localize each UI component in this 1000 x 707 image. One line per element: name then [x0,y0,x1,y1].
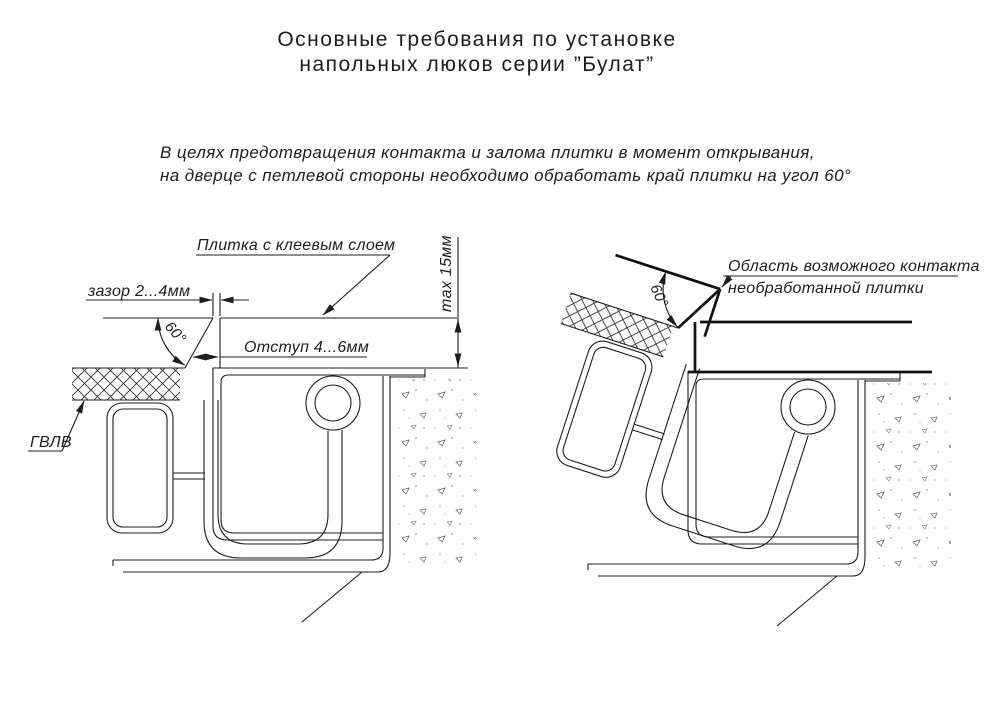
note-line1: В целях предотвращения контакта и залома плитки в момент открывания, [160,143,815,162]
dimension-offset [193,339,369,357]
tile-layer-label: Плитка с клеевым слоем [197,237,396,254]
untreated-tile-top [616,255,721,289]
angle-label: 60° [161,318,190,348]
offset-label: Отступ 4...6мм [244,339,370,356]
leader-contact-area [722,258,980,297]
door-tile-bevel-60 [185,318,213,368]
note-line2: на дверце с петлевой стороны необходимо обработать край плитки на угол 60° [160,166,852,185]
page-title-line2: напольных люков серии ”Булат” [299,53,655,76]
right-diagram-open-hatch [512,246,980,626]
fixed-frame [588,372,951,626]
gvl-label: ГВЛВ [30,434,72,451]
dimension-max-height [438,235,458,368]
page-title-line1: Основные требования по установке [277,28,677,51]
hinge-pivot-inner [315,385,351,421]
leader-gvl [28,401,84,451]
leader-tile-layer [196,237,395,315]
left-diagram-closed-hatch [28,235,476,622]
fixed-tile-highlighted [688,322,932,372]
contact-area-label-line2: необработанной плитки [728,280,925,297]
drawing-header [160,28,851,185]
gap-label: зазор 2...4мм [88,283,191,300]
hinge-pivot-inner [790,389,826,425]
angle-label: 60° [646,281,672,311]
max-height-label: max 15мм [438,235,455,312]
dimension-angle-60 [158,318,189,365]
dimension-angle-60 [646,272,677,327]
contact-area-label-line1: Область возможного контакта [728,258,980,275]
dimension-gap [86,283,249,316]
